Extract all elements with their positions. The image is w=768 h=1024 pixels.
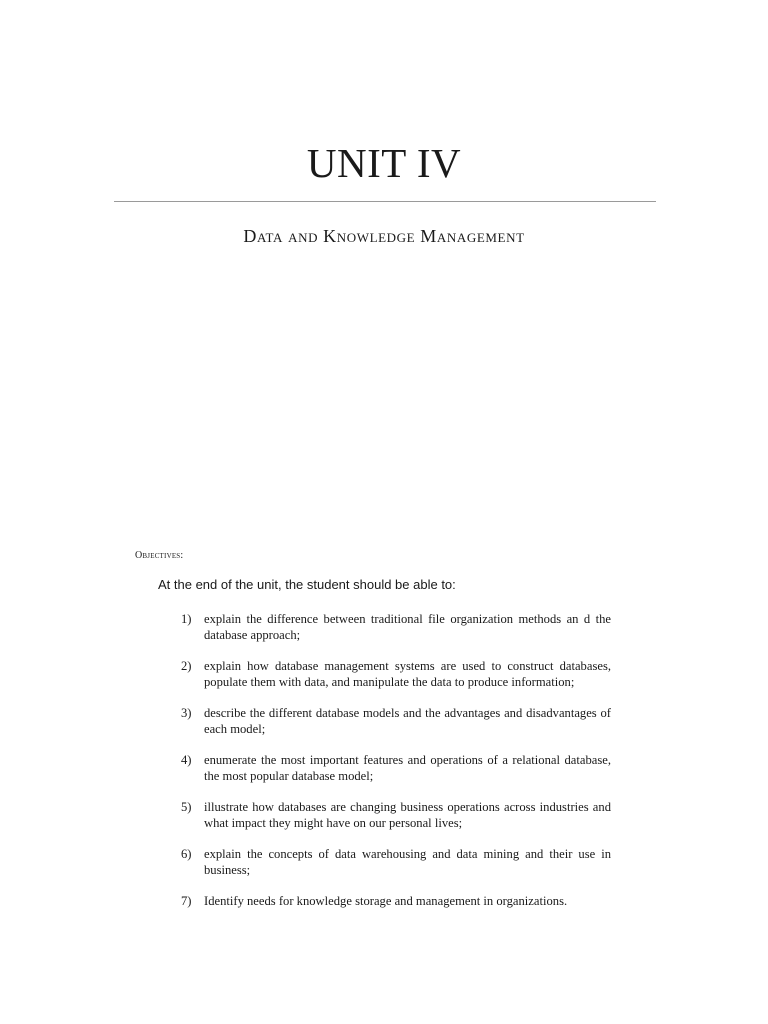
objectives-list bbox=[181, 611, 611, 909]
objectives-heading: Objectives: bbox=[135, 550, 184, 561]
list-item-number: 5) bbox=[181, 800, 192, 814]
list-item bbox=[181, 705, 611, 737]
list-item-text: explain how database management systems are used to construct databases, populate them with data, and manipulate the data to produce information; bbox=[204, 659, 611, 689]
list-item-number: 3) bbox=[181, 706, 192, 720]
list-item-number: 1) bbox=[181, 612, 192, 626]
list-item bbox=[181, 658, 611, 690]
list-item bbox=[181, 752, 611, 784]
list-item-number: 2) bbox=[181, 659, 192, 673]
list-item bbox=[181, 799, 611, 831]
list-item bbox=[181, 611, 611, 643]
list-item-text: explain the concepts of data warehousing and data mining and their use in business; bbox=[204, 847, 611, 877]
title-divider bbox=[114, 201, 656, 202]
list-item bbox=[181, 893, 611, 909]
list-item-number: 6) bbox=[181, 847, 192, 861]
objectives-intro: At the end of the unit, the student should be able to: bbox=[158, 577, 456, 592]
list-item bbox=[181, 846, 611, 878]
unit-title: UNIT IV bbox=[306, 140, 462, 186]
unit-subtitle: Data and Knowledge Management bbox=[243, 226, 525, 246]
list-item-number: 7) bbox=[181, 894, 192, 908]
list-item-text: describe the different database models and the advantages and disadvantages of each model; bbox=[204, 706, 611, 736]
list-item-text: illustrate how databases are changing business operations across industries and what impact they might have on our personal lives; bbox=[204, 800, 611, 830]
list-item-text: Identify needs for knowledge storage and management in organizations. bbox=[204, 894, 568, 908]
list-item-text: enumerate the most important features and operations of a relational database, the most popular database model; bbox=[204, 753, 611, 783]
list-item-number: 4) bbox=[181, 753, 192, 767]
list-item-text: explain the difference between traditional file organization methods an d the database approach; bbox=[204, 612, 611, 642]
